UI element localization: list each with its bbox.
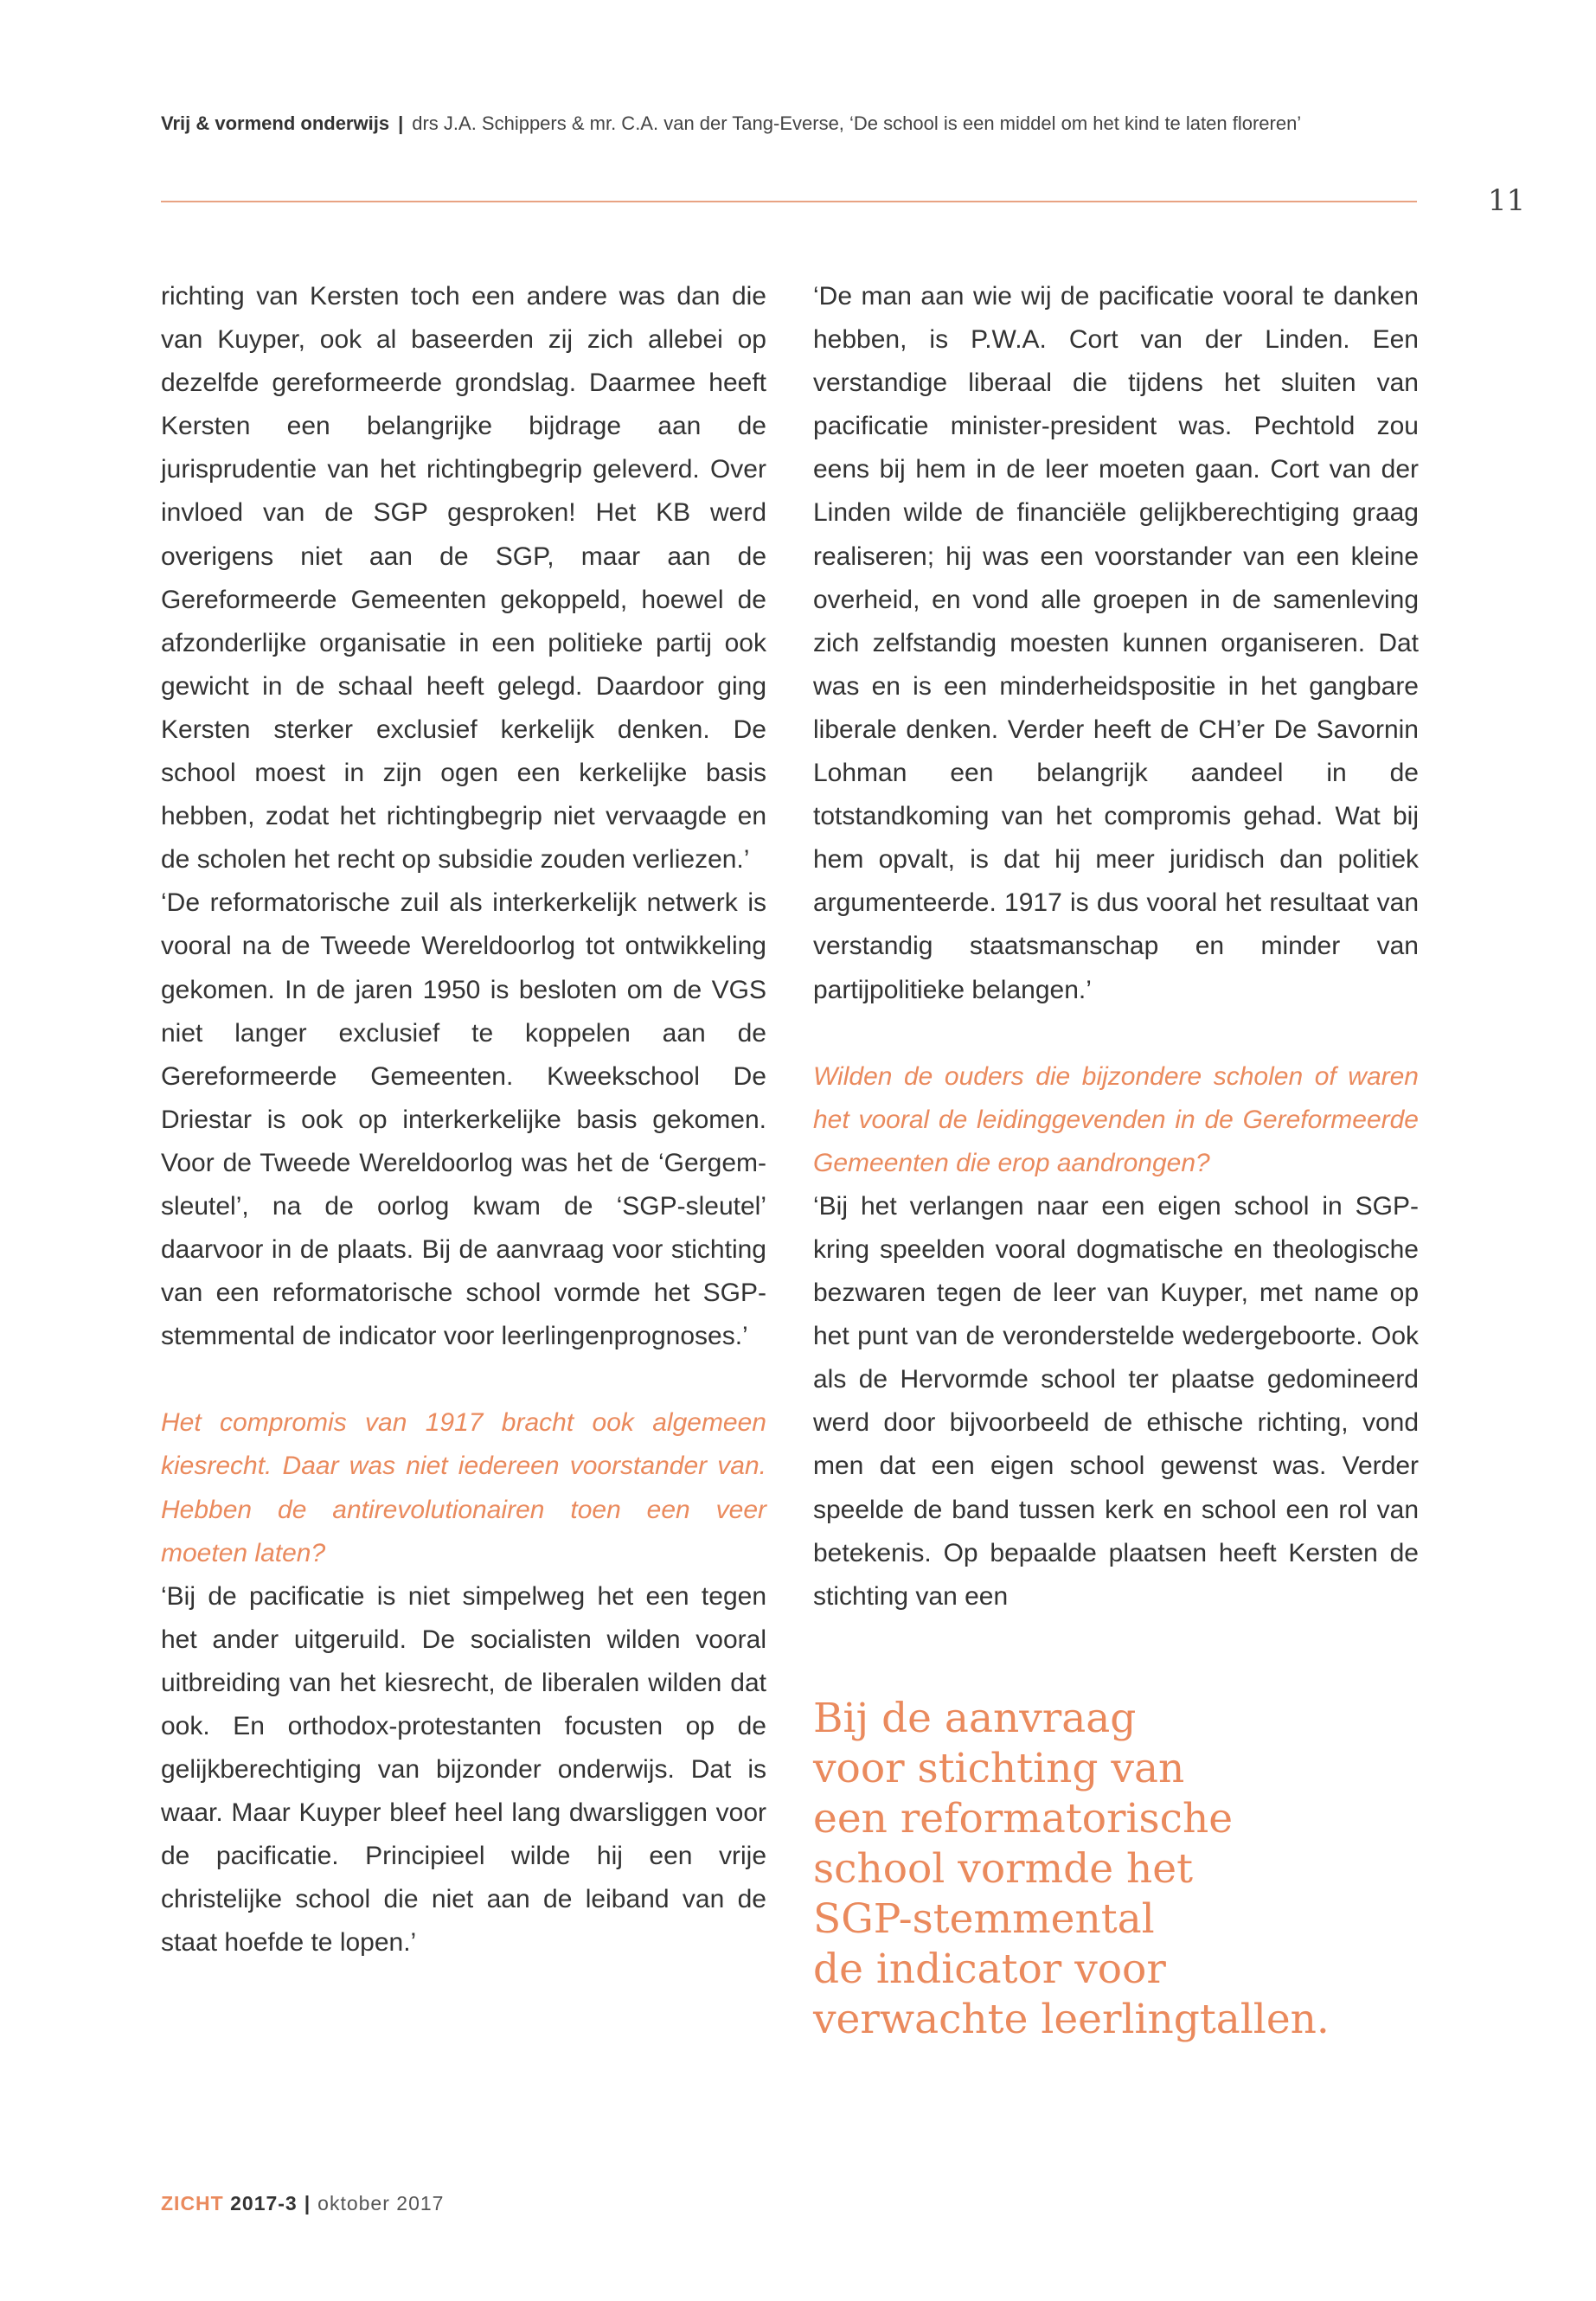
body-paragraph: ‘De man aan wie wij de pacificatie vooral te danken hebben, is P.W.A. Cort van der Linden. Een verstandige liberaal die tijdens het sluiten van pacificatie minister-president was. Pechtold zou eens bij hem in de leer moeten gaan. Cort van der Linden wilde de financiële gelijkberechtiging graag realiseren; hij was een voorstander van een kleine overheid, en vond alle groepen in de samenleving zich zelfstandig moesten kunnen organiseren. Dat was en is een minderheidspositie in het gangbare liberale denken. Verder heeft de CH’er De Savornin Lohman een belangrijk aandeel in de totstandkoming van het compromis gehad. Wat bij hem opvalt, is dat hij meer juridisch dan politiek argumenteerde. 1917 is dus vooral het resultaat van verstandig staatsmanschap en minder van partijpolitieke belangen.’	[813, 282, 1419, 1004]
footer-separator: |	[304, 2192, 311, 2214]
header-separator: |	[398, 112, 404, 134]
body-paragraph: ‘De reformatorische zuil als interkerkelijk netwerk is vooral na de Tweede Wereldoorlog tot ontwikkeling gekomen. In de jaren 1950 is besloten om de VGS niet langer exclusief te koppelen aan de Gereformeerde Gemeenten. Kweekschool De Driestar is ook op interkerkelijke basis gekomen. Voor de Tweede Wereldoorlog was het de ‘Gergem-sleutel’, na de oorlog kwam de ‘SGP-sleutel’ daarvoor in de plaats. Bij de aanvraag voor stichting van een reformatorische school vormde het SGP-stemmental de indicator voor leerlingenprognoses.’	[161, 888, 766, 1351]
pull-quote-line: school vormde het	[813, 1845, 1193, 1893]
right-column	[813, 275, 1419, 1618]
body-paragraph: richting van Kersten toch een andere was dan die van Kuyper, ook al baseerden zij zich allebei op dezelfde gereformeerde grondslag. Daarmee heeft Kersten een belangrijke bijdrage aan de jurisprudentie van het richtingbegrip geleverd. Over invloed van de SGP gesproken! Het KB werd overigens niet aan de SGP, maar aan de Gereformeerde Gemeenten gekoppeld, hoewel de afzonderlijke organisatie in een politieke partij ook gewicht in de schaal heeft gelegd. Daardoor ging Kersten sterker exclusief kerkelijk denken. De school moest in zijn ogen een kerkelijke basis hebben, zodat het richtingbegrip niet vervaagde en de scholen het recht op subsidie zouden verliezen.’	[161, 282, 766, 875]
magazine-brand: ZICHT	[161, 2192, 224, 2214]
body-paragraph: ‘Bij het verlangen naar een eigen school in SGP-kring speelden vooral dogmatische en theologische bezwaren tegen de leer van Kuyper, met name op het punt van de veronderstelde wedergeboorte. Ook als de Hervormde school ter plaatse gedomineerd werd door bijvoorbeeld de ethische richting, vond men dat een eigen school gewenst was. Verder speelde de band tussen kerk en school een rol van betekenis. Op bepaalde plaatsen heeft Kersten de stichting van een	[813, 1191, 1419, 1611]
page-footer	[161, 2192, 444, 2215]
pull-quote-line: voor stichting van	[813, 1745, 1185, 1792]
left-column	[161, 275, 766, 1965]
interview-question: Wilden de ouders die bijzondere scholen of waren het vooral de leidinggevenden in de Gereformeerde Gemeenten die erop aandrongen?	[813, 1061, 1419, 1177]
page-number: 11	[1488, 183, 1526, 218]
body-paragraph: ‘Bij de pacificatie is niet simpelweg het een tegen het ander uitgeruild. De socialisten wilden vooral uitbreiding van het kiesrecht, de liberalen wilden dat ook. En orthodox-protestanten focusten op de gelijkberechtiging van bijzonder onderwijs. Dat is waar. Maar Kuyper bleef heel lang dwarsliggen voor de pacificatie. Principieel wilde hij een vrije christelijke school die niet aan de leiband van de staat hoefde te lopen.’	[161, 1581, 766, 1958]
interview-question: Het compromis van 1917 bracht ook algemeen kiesrecht. Daar was niet iedereen voorstander van. Hebben de antirevolutionairen toen een veer moeten laten?	[161, 1408, 766, 1567]
running-header	[161, 112, 1424, 135]
header-rule	[161, 201, 1417, 202]
pull-quote-line: een reformatorische	[813, 1795, 1234, 1843]
pull-quote-line: SGP-stemmental	[813, 1895, 1155, 1943]
issue-date: oktober 2017	[317, 2192, 445, 2214]
issue-number: 2017-3	[230, 2192, 298, 2214]
pull-quote-line: verwachte leerlingtallen.	[813, 1996, 1330, 2043]
header-article-title: drs J.A. Schippers & mr. C.A. van der Tang-Everse, ‘De school is een middel om het kind te laten floreren’	[412, 112, 1302, 134]
header-section: Vrij & vormend onderwijs	[161, 112, 390, 134]
pull-quote	[813, 1694, 1367, 2045]
pull-quote-line: Bij de aanvraag	[813, 1695, 1137, 1742]
pull-quote-line: de indicator voor	[813, 1945, 1166, 1993]
